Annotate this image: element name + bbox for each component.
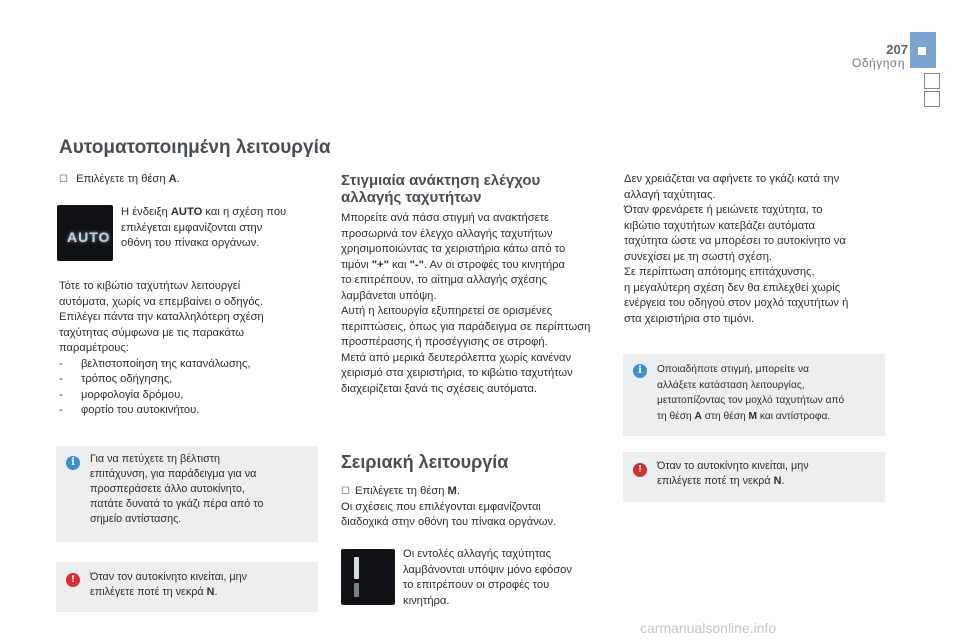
param-item: - βελτιστοποίηση της κατανάλωσης, [59,357,251,370]
gear-indicator-icon [354,557,359,579]
main-title: Αυτοματοποιημένη λειτουργία [59,137,331,158]
indication-line: οθόνη του πίνακα οργάνων. [121,237,260,249]
auto-indicator: AUTO [67,229,111,245]
indication-line: επιλέγεται εμφανίζονται στην [121,221,263,234]
auto-display-image [57,205,113,261]
select-pos: A [168,173,177,185]
select-position-a [59,172,319,188]
sequential-note: Οι εντολές αλλαγής ταχύτητας λαμβάνονται υπόψιν μόνο εφόσον το επιτρέπουν οι στροφές του κινητήρα. [403,548,572,607]
checkbox-bullet-icon: ☐ [59,174,68,185]
auto-description [59,279,319,419]
indication-bold: AUTO [170,206,203,218]
checkbox-bullet-icon: ☐ [341,486,350,497]
instant-control-description: Μπορείτε ανά πάσα στιγμή να ανακτήσετε προσωρινά τον έλεγχο αλλαγής ταχυτήτων χρησιμοποιώντας τα χειριστήρια κάτω από το τιμόνι "+" και "-". Αν οι στροφές του κινητήρα το επιτρέπουν, το αίτημα αλλαγής σχέσης λαμβάνεται υπόψη. Αυτή η λειτουργία εξυπηρετεί σε ορισμένες περιπτώσεις, όπως για παράδειγμα σε περίπτωση προσπέρασης ή προσέγγισης σε στροφή. Μετά από μερικά δευτερόλεπτα χωρίς κανέναν χειρισμό στα χειριστήρια, το κιβώτιο ταχυτήτων διαχειρίζεται ξανά τις σχέσεις αυτόματα. [341,212,591,395]
info-icon: i [633,364,647,378]
instant-control-heading: Στιγμιαία ανάκτηση ελέγχου αλλαγής ταχυτήτων [341,172,541,206]
section-title: Οδήγηση [852,56,905,70]
sequential-heading: Σειριακή λειτουργία [341,452,509,472]
warning-note-neutral: ! Όταν τον αυτοκίνητο κινείται, μην επιλέγετε ποτέ τη νεκρά N. [56,562,318,612]
info-note-acceleration: i Για να πετύχετε τη βέλτιστη επιτάχυνση, για παράδειγμα για να προσπεράσετε άλλο αυτοκίνητο, πατάτε δυνατά το γκάζι πέρα από το σημείο αντίστασης. [56,446,318,542]
chapter-tab-active[interactable] [910,32,936,68]
info-note-mode-change: i Οποιαδήποτε στιγμή, μπορείτε να αλλάξετε κατάσταση λειτουργίας, μετατοπίζοντας τον μοχλό ταχυτήτων από τη θέση A στη θέση M και αντίστροφα. [623,354,885,436]
info-icon: i [66,456,80,470]
auto-indication-text [121,205,321,252]
warning-icon: ! [66,573,80,587]
paragraph-line: παραμέτρους: [59,342,129,354]
gear-indicator-icon [354,583,359,597]
gear-change-description: Δεν χρειάζεται να αφήνετε το γκάζι κατά την αλλαγή ταχύτητας. Όταν φρενάρετε ή μειώνετε ταχύτητα, το κιβώτιο ταχυτήτων κατεβάζει αυτόματα ταχύτητα ώστε να μπορέσει το αυτοκίνητο να συνεχίσει με τη σωστή σχέση. Σε περίπτωση απότομης επιτάχυνσης, η μεγαλύτερη σχέση δεν θα επιλεχθεί χωρίς ενέργεια του οδηγού στον μοχλό ταχυτήτων ή στα χειριστήρια στο τιμόνι. [624,173,849,325]
sequential-description: ☐ Επιλέγετε τη θέση M. Οι σχέσεις που επιλέγονται εμφανίζονται διαδοχικά στην οθόνη του πίνακα οργάνων. [341,485,557,528]
indication-rest: και η σχέση που [202,206,287,218]
watermark: carmanualsonline.info [640,620,777,636]
select-suffix: . [176,173,180,185]
paragraph-line: ταχύτητας σύμφωνα με τις παρακάτω [59,326,244,339]
paragraph-line: Επιλέγει πάντα την καταλληλότερη σχέση [59,311,264,323]
warning-icon: ! [633,463,647,477]
param-item: - τρόπος οδήγησης, [59,373,173,385]
paragraph-line: αυτόματα, χωρίς να επεμβαίνει ο οδηγός. [59,295,263,308]
select-prefix: Επιλέγετε τη θέση [76,173,169,185]
param-item: - μορφολογία δρόμου, [59,388,184,401]
page-number: 207 [886,42,908,57]
param-item: - φορτίο του αυτοκινήτου. [59,404,200,416]
indication-prefix: Η ένδειξη [121,206,171,218]
chapter-tab[interactable] [924,91,940,107]
paragraph-line: Τότε το κιβώτιο ταχυτήτων λειτουργεί [59,280,241,292]
warning-note-neutral-2: ! Όταν το αυτοκίνητο κινείται, μην επιλέγετε ποτέ τη νεκρά N. [623,452,885,502]
gear-display-image [341,549,395,605]
tab-marker-icon [918,47,926,55]
chapter-tab[interactable] [924,73,940,89]
